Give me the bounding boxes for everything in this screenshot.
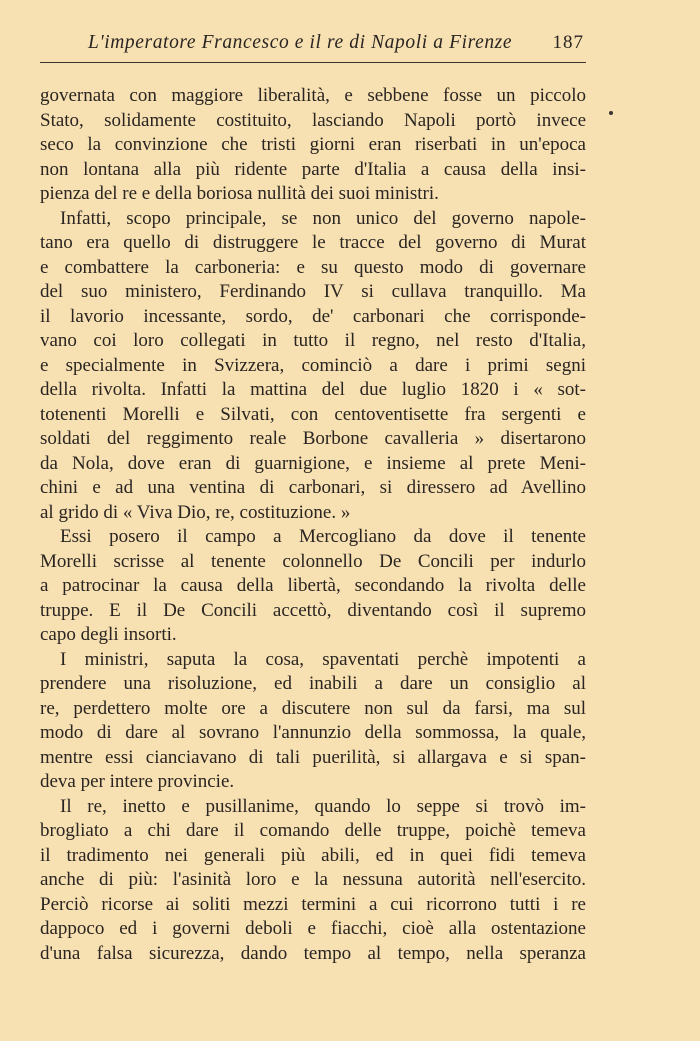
text-line: il tradimento nei generali più abili, ed in quei fidi temeva [40, 844, 586, 866]
text-line: tano era quello di distruggere le tracce del governo di Murat [40, 232, 586, 253]
paragraph [40, 525, 586, 648]
text-line: Infatti, scopo principale, se non unico del governo napole- [60, 207, 586, 229]
text-line: I ministri, saputa la cosa, spaventati perchè impotenti a [60, 648, 586, 670]
text-line: mentre essi cianciavano di tali puerilità, si allargava e si span- [40, 746, 586, 768]
text-line: al grido di « Viva Dio, re, costituzione. » [40, 501, 351, 523]
running-title: L'imperatore Francesco e il re di Napoli a Firenze [88, 32, 513, 53]
text-line: Il re, inetto e pusillanime, quando lo seppe si trovò im- [60, 795, 586, 817]
text-line: totenenti Morelli e Silvati, con centoventisette fra sergenti e [40, 403, 586, 425]
page-number: 187 [552, 32, 584, 53]
text-line: modo di dare al sovrano l'annunzio della sommossa, la quale, [40, 722, 586, 743]
text-line: vano coi loro collegati in tutto il regno, nel resto d'Italia, [40, 330, 586, 351]
text-line: pienza del re e della boriosa nullità dei suoi ministri. [40, 183, 439, 204]
text-line: deva per intere provincie. [40, 771, 235, 792]
paper-speck [609, 111, 613, 115]
text-line: il lavorio incessante, sordo, de' carbonari che corrisponde- [40, 305, 586, 327]
text-line: truppe. E il De Concili accettò, diventando così il supremo [40, 599, 586, 621]
text-line: anche di più: l'asinità loro e la nessuna autorità nell'esercito. [40, 869, 586, 890]
paragraph [40, 795, 586, 967]
paragraph [40, 84, 586, 207]
text-line: Perciò ricorse ai soliti mezzi termini a cui ricorrono tutti i re [40, 893, 586, 915]
text-line: governata con maggiore liberalità, e sebbene fosse un piccolo [40, 85, 586, 106]
text-line: da Nola, dove eran di guarnigione, e insieme al prete Meni- [40, 452, 586, 474]
paragraph [40, 648, 586, 795]
text-line: re, perdettero molte ore a discutere non sul da farsi, ma sul [40, 697, 586, 719]
text-line: del suo ministero, Ferdinando IV si cullava tranquillo. Ma [40, 281, 586, 302]
text-line: e combattere la carboneria: e su questo modo di governare [40, 256, 586, 278]
text-line: e specialmente in Svizzera, cominciò a dare i primi segni [40, 354, 586, 376]
text-line: chini e ad una ventina di carbonari, si diressero ad Avellino [40, 477, 586, 498]
page-header [40, 32, 586, 56]
text-line: Morelli scrisse al tenente colonnello De Concili per indurlo [40, 550, 586, 572]
text-line: seco la convinzione che tristi giorni eran riserbati in un'epoca [40, 134, 586, 155]
text-line: della rivolta. Infatti la mattina del due luglio 1820 i « sot- [40, 379, 586, 400]
text-line: a patrocinar la causa della libertà, secondando la rivolta delle [40, 575, 586, 596]
text-line: Stato, solidamente costituito, lasciando Napoli portò invece [40, 109, 586, 131]
text-line: capo degli insorti. [40, 624, 177, 645]
text-line: dappoco ed i governi deboli e fiacchi, cioè alla ostentazione [40, 918, 586, 939]
text-line: d'una falsa sicurezza, dando tempo al tempo, nella speranza [40, 942, 586, 964]
text-line: brogliato a chi dare il comando delle truppe, poichè temeva [40, 820, 586, 841]
header-rule [40, 62, 586, 63]
text-line: soldati del reggimento reale Borbone cavalleria » disertarono [40, 428, 586, 449]
paragraph [40, 207, 586, 526]
body-text [40, 84, 586, 966]
text-line: non lontana alla più ridente parte d'Italia a causa della insi- [40, 158, 586, 180]
text-line: Essi posero il campo a Mercogliano da dove il tenente [60, 526, 586, 547]
text-line: prendere una risoluzione, ed inabili a dare un consiglio al [40, 673, 586, 694]
